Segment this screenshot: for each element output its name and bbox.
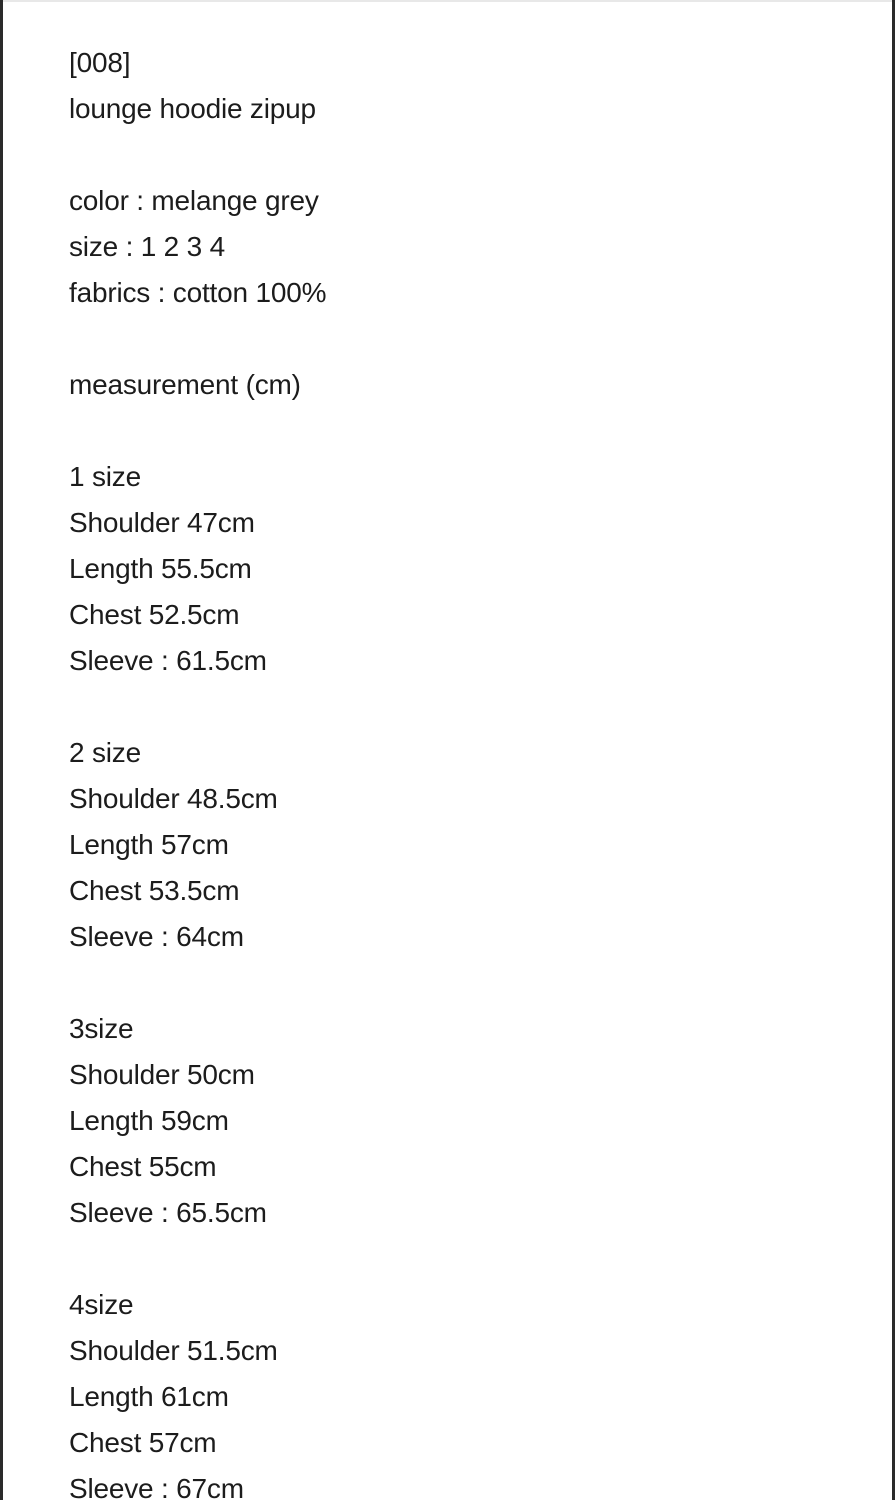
measurement-title: measurement (cm) (69, 369, 301, 400)
sleeve-measurement: Sleeve : 64cm (69, 921, 244, 952)
size-block-1 (69, 454, 859, 684)
color-line: color : melange grey (69, 185, 319, 216)
sleeve-measurement: Sleeve : 61.5cm (69, 645, 267, 676)
size-label: 4size (69, 1289, 134, 1320)
product-code: [008] (69, 47, 131, 78)
product-spec-text (69, 40, 859, 1512)
size-label: 3size (69, 1013, 134, 1044)
left-border (0, 0, 3, 1500)
size-block-3 (69, 1006, 859, 1236)
shoulder-measurement: Shoulder 47cm (69, 507, 255, 538)
spacer (69, 132, 859, 178)
spacer (69, 684, 859, 730)
shoulder-measurement: Shoulder 50cm (69, 1059, 255, 1090)
chest-measurement: Chest 53.5cm (69, 875, 240, 906)
sleeve-measurement: Sleeve : 67cm (69, 1473, 244, 1504)
chest-measurement: Chest 57cm (69, 1427, 217, 1458)
spacer (69, 1236, 859, 1282)
length-measurement: Length 55.5cm (69, 553, 252, 584)
spacer (69, 408, 859, 454)
spacer (69, 316, 859, 362)
size-line: size : 1 2 3 4 (69, 231, 225, 262)
length-measurement: Length 61cm (69, 1381, 229, 1412)
length-measurement: Length 59cm (69, 1105, 229, 1136)
sleeve-measurement: Sleeve : 65.5cm (69, 1197, 267, 1228)
chest-measurement: Chest 52.5cm (69, 599, 240, 630)
shoulder-measurement: Shoulder 51.5cm (69, 1335, 278, 1366)
fabrics-line: fabrics : cotton 100% (69, 277, 327, 308)
size-block-4 (69, 1282, 859, 1512)
length-measurement: Length 57cm (69, 829, 229, 860)
top-edge (0, 0, 895, 2)
size-block-2 (69, 730, 859, 960)
shoulder-measurement: Shoulder 48.5cm (69, 783, 278, 814)
chest-measurement: Chest 55cm (69, 1151, 217, 1182)
size-label: 2 size (69, 737, 141, 768)
product-name: lounge hoodie zipup (69, 93, 316, 124)
size-label: 1 size (69, 461, 141, 492)
spacer (69, 960, 859, 1006)
